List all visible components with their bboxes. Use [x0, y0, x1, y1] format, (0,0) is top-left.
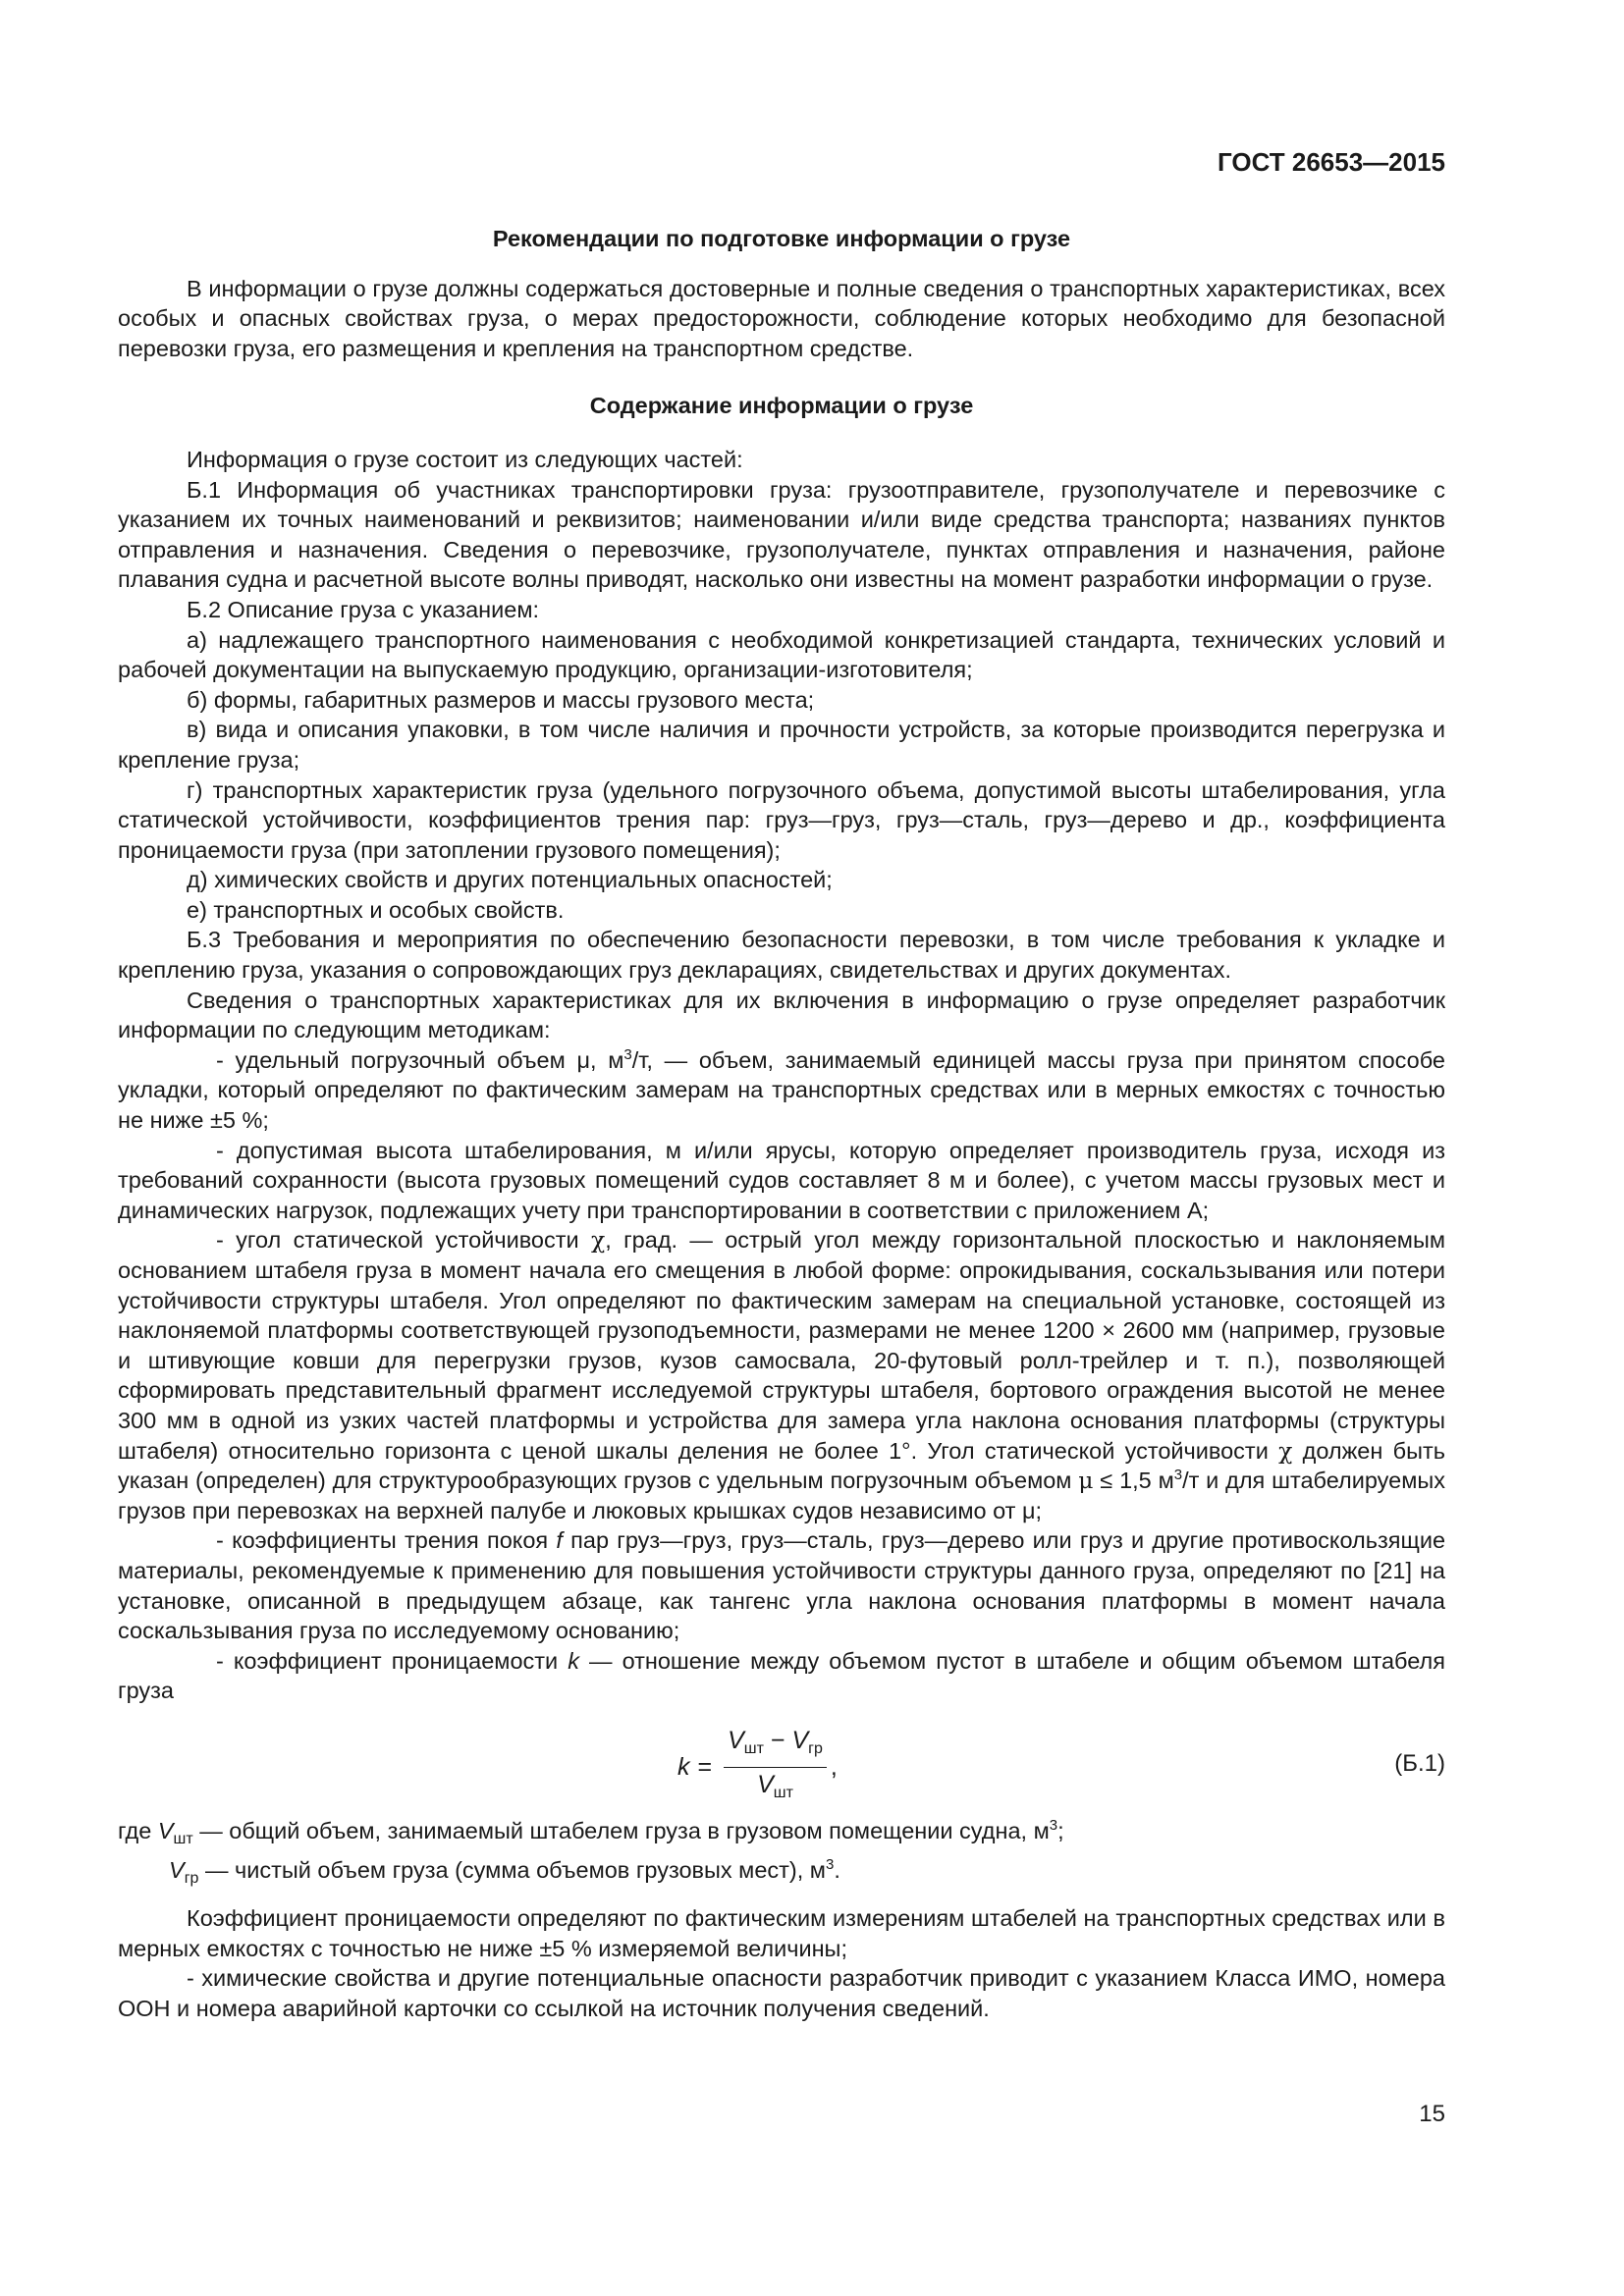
page-content — [118, 224, 1445, 2023]
closing-chemical: - химические свойства и другие потенциальные опасности разработчик приводит с указанием Класса ИМО, номера ООН и номера аварийной карточки со ссылкой на источник получения сведений. — [118, 1965, 1445, 2021]
clause-b2-item-a: а) надлежащего транспортного наименования с необходимой конкретизацией стандарта, технических условий и рабочей документации на выпускаемую продукцию, организации-изготовителя; — [118, 626, 1445, 683]
where-line-vsht: где $V_{шт}$ — общий объем, занимаемый штабелем груза в грузовом помещении судна, $м^3$; — [118, 1816, 1064, 1847]
clause-b2-item-e: е) транспортных и особых свойств. — [187, 896, 565, 923]
clause-b2-item-v: в) вида и описания упаковки, в том числе наличия и прочности устройств, за которые производится перегрузка и крепление груза; — [118, 717, 1445, 773]
standard-code: ГОСТ 26653—2015 — [1218, 147, 1445, 177]
recommendations-paragraph: В информации о грузе должны содержаться достоверные и полные сведения о транспортных характеристиках, всех особых и опасных свойствах груза, о мерах предосторожности, соблюдение которых необходимо для безопасной перевозки груза, его размещения и крепления на транспортном средстве. — [118, 275, 1445, 361]
method-permeability-coefficient: - коэффициент проницаемости k — отношение между объемом пустот в штабеле и общим объемом штабеля груза — [118, 1647, 1445, 1704]
formula-denominator: $V_{шт}$ — [757, 1770, 793, 1801]
formula-label: (Б.1) — [1394, 1749, 1445, 1777]
permeability-formula: k = $\frac{V_{шт} - V_{гр}}{V_{шт}}$ , — [677, 1726, 838, 1808]
clause-b3: Б.3 Требования и мероприятия по обеспечению безопасности перевозки, в том числе требования к укладке и креплению груза, указания о сопровождающих груз декларациях, свидетельствах и других документах. — [118, 927, 1445, 984]
clause-b2-item-g: г) транспортных характеристик груза (удельного погрузочного объема, допустимой высоты штабелирования, угла статической устойчивости, коэффициентов трения пар: груз—груз, груз—сталь, груз—дерево и др., коэффициента проницаемости груза (при затоплении грузового помещения); — [118, 776, 1445, 863]
page-number: 15 — [1419, 2101, 1445, 2127]
method-stacking-height: - допустимая высота штабелирования, м и/или ярусы, которую определяет производитель груза, исходя из требований сохранности (высота грузовых помещений судов составляет 8 м и более), с учетом массы грузовых мест и динамических нагрузок, подлежащих учету при транспортировании в соответствии с приложением А; — [118, 1137, 1445, 1223]
section-heading-content: Содержание информации о грузе — [589, 393, 974, 419]
content-intro: Информация о грузе состоит из следующих частей: — [187, 446, 743, 472]
where-line-vgr: $V_{гр}$ — чистый объем груза (сумма объемов грузовых мест), $м^3$. — [169, 1855, 840, 1887]
formula-b1 — [118, 1720, 1445, 1802]
clause-b1: Б.1 Информация об участниках транспортировки груза: грузоотправителе, грузополучателе и перевозчике с указанием их точных наименований и реквизитов; наименовании и/или виде средства транспорта; названиях пунктов отправления и назначения. Сведения о перевозчике, грузополучателе, пунктах отправления и назначения, районе плавания судна и расчетной высоте волны приводят, насколько они известны на момент разработки информации о грузе. — [118, 476, 1445, 593]
closing-permeability: Коэффициент проницаемости определяют по фактическим измерениям штабелей на транспортных средствах или в мерных емкостях с точностью не ниже ±5 % измеряемой величины; — [118, 1905, 1445, 1961]
formula-numerator: $V_{шт} - V_{гр}$ — [724, 1726, 827, 1768]
method-friction-coefficient: - коэффициенты трения покоя f пар груз—груз, груз—сталь, груз—дерево или груз и другие противоскользящие материалы, рекомендуемые к применению для повышения устойчивости структуры данного груза, определяют по [21] на установке, описанной в предыдущем абзаце, как тангенс угла наклона основания платформы в момент начала соскальзывания груза по исследуемому основанию; — [118, 1527, 1446, 1644]
clause-b2: Б.2 Описание груза с указанием: — [187, 596, 540, 622]
clause-b2-item-b: б) формы, габаритных размеров и массы грузового места; — [187, 686, 815, 713]
method-stowage-factor: - удельный погрузочный объем μ, $м^3/т$, — объем, занимаемый единицей массы груза при принятом способе укладки, который определяют по фактическим замерам на транспортных средствах или в мерных емкостях с точностью не ниже ±5 %; — [118, 1045, 1445, 1134]
methods-intro: Сведения о транспортных характеристиках для их включения в информацию о грузе определяет разработчик информации по следующим методикам: — [118, 987, 1445, 1043]
formula-fraction — [724, 1726, 827, 1808]
method-static-stability-angle: - угол статической устойчивости χ, град. — острый угол между горизонтальной плоскостью и наклоняемым основанием штабеля груза в момент начала его смещения в любой форме: опрокидывания, соскальзывания или потери устойчивости структуры штабеля. Угол определяют по фактическим замерам на специальной установке, состоящей из наклоняемой платформы соответствующей грузоподъемности, размерами не менее 1200 × 2600 мм (например, грузовые и штивующие ковши для перегрузки грузов, кузов самосвала, 20-футовый ролл-трейлер и т. п.), позволяющей сформировать представительный фрагмент исследуемой структуры штабеля, бортового ограждения высотой не менее 300 мм в одной из узких частей платформы и устройства для замера угла наклона основания платформы (структуры штабеля) относительно горизонта с ценой шкалы деления не более 1°. Угол статической устойчивости χ должен быть указан (определен) для структурообразующих грузов с удельным погрузочным объемом μ ≤ 1,5 $м^3/т$ и для штабелируемых грузов при перевозках на верхней палубе и люковых крышках судов независимо от μ; — [118, 1226, 1445, 1523]
section-heading-recommendations: Рекомендации по подготовке информации о грузе — [492, 226, 1071, 251]
clause-b2-item-d: д) химических свойств и других потенциальных опасностей; — [187, 867, 833, 893]
